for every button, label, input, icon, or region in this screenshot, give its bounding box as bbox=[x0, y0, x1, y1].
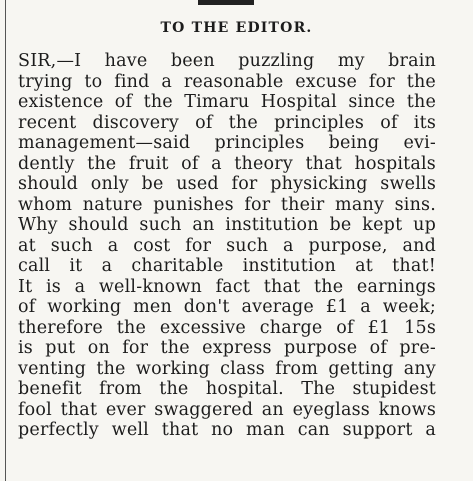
text-line: whom nature punishes for their many sins. bbox=[18, 194, 436, 215]
text-line: It is a well-known fact that the earnings bbox=[18, 276, 436, 297]
text-line: therefore the excessive charge of £1 15s bbox=[18, 317, 436, 338]
letter-body bbox=[18, 51, 436, 441]
top-rule bbox=[198, 0, 254, 5]
text-line: existence of the Timaru Hospital since the bbox=[18, 92, 436, 112]
text-line: Why should such an institution be kept up bbox=[18, 215, 436, 235]
text-line: trying to find a reasonable excuse for the bbox=[18, 71, 436, 92]
text-line: dently the fruit of a theory that hospitals bbox=[18, 153, 436, 174]
text-line: fool that ever swaggered an eyeglass knows bbox=[18, 399, 436, 420]
text-line: recent discovery of the principles of its bbox=[18, 112, 436, 133]
text-line: SIR,—I have been puzzling my brain bbox=[18, 51, 436, 71]
letter-heading: TO THE EDITOR. bbox=[160, 20, 313, 36]
text-line: perfectly well that no man can support a bbox=[18, 420, 436, 440]
column-border bbox=[5, 0, 6, 481]
text-line: benefit from the hospital. The stupidest bbox=[18, 379, 436, 399]
text-line: call it a charitable institution at that! bbox=[18, 256, 436, 276]
text-line: should only be used for physicking swells bbox=[18, 174, 436, 194]
text-line: at such a cost for such a purpose, and bbox=[18, 235, 436, 256]
text-line: is put on for the express purpose of pre- bbox=[18, 338, 436, 358]
text-line: management—said principles being evi- bbox=[18, 133, 436, 153]
text-line: venting the working class from getting any bbox=[18, 358, 436, 379]
text-line: of working men don't average £1 a week; bbox=[18, 297, 436, 317]
